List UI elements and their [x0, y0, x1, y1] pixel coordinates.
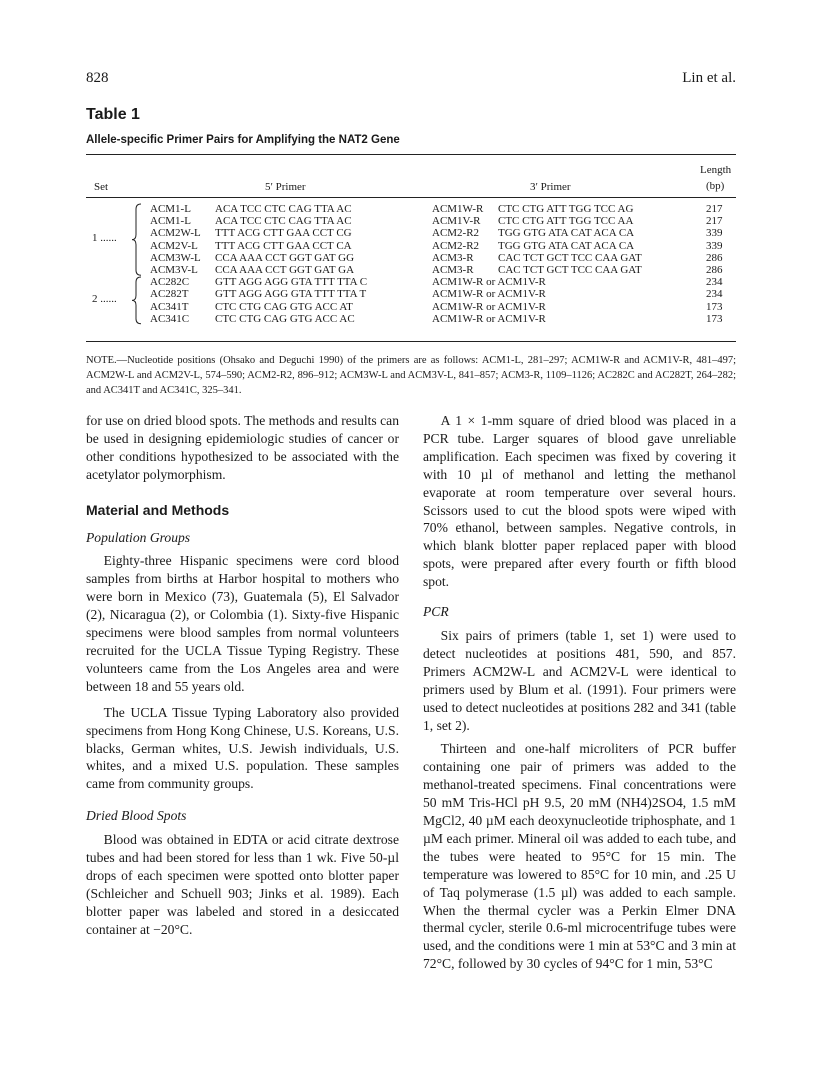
paragraph-dried-blood: Blood was obtained in EDTA or acid citrate dextrose tubes and had been stored for less than 1 wk. Five 50-µl drops of each specimen were spotted onto blotter paper (Schleicher and Schuell 903; Jinks et al. 1989). Each blotter paper was labeled and stored in a desiccated container at −20°C.: [86, 832, 399, 937]
primer-5-name: AC282C: [150, 276, 190, 289]
product-length: 234: [706, 276, 723, 289]
primer-5-name: ACM2V-L: [150, 239, 198, 252]
intro-paragraph: for use on dried blood spots. The methods and results can be used in designing epidemiologic studies of cancer or other conditions hypothesized to be associated with the acetylator polymorphism.: [86, 413, 399, 482]
col-header-set: Set: [94, 181, 109, 193]
product-length: 339: [706, 227, 723, 240]
table-bottom-rule: [86, 341, 736, 342]
set-brace-icon: [131, 203, 143, 276]
primer-5-sequence: GTT AGG AGG GTA TTT TTA T: [215, 288, 367, 301]
primer-5-name: ACM2W-L: [150, 227, 201, 240]
set-label: 1 ......: [92, 231, 117, 244]
col-header-length-unit: (bp): [706, 180, 725, 192]
page-number: 828: [86, 70, 109, 86]
running-head: Lin et al.: [682, 70, 736, 86]
left-column: [86, 412, 399, 939]
primer-3-name: ACM1V-R: [432, 215, 481, 228]
set-label: 2 ......: [92, 292, 117, 305]
subsection-pcr: PCR: [423, 604, 449, 620]
primer-5-name: ACM1-L: [150, 215, 191, 228]
set-brace-icon: [131, 276, 143, 325]
primer-3-sequence: CTC CTG ATT TGG TCC AG: [498, 203, 634, 215]
paragraph-population-2: The UCLA Tissue Typing Laboratory also provided specimens from Hong Kong Chinese, U.S. Koreans, U.S. blacks, German whites, U.S. Jewish individuals, U.S. whites, and a mixed U.S. population. These samples came from community groups.: [86, 704, 399, 792]
primer-5-sequence: CCA AAA CCT GGT GAT GA: [215, 264, 355, 276]
paragraph-primers: Six pairs of primers (table 1, set 1) were used to detect nucleotides at positions 481, 590, and 857. Primers ACM2W-L and ACM2V-L were identical to primers used by Blum et al. (1991). Four primers were used to detect nucleotides at positions 282 and 341 (table 1, set 2).: [423, 627, 736, 733]
primer-3-name: ACM3-R: [432, 251, 474, 264]
product-length: 173: [706, 300, 723, 313]
product-length: 217: [706, 203, 723, 215]
table-caption: Allele-specific Primer Pairs for Amplifying the NAT2 Gene: [86, 134, 400, 146]
primer-3-name: ACM3-R: [432, 264, 474, 276]
subsection-population-groups: Population Groups: [86, 529, 191, 545]
section-heading: Material and Methods: [86, 501, 230, 518]
table-note: NOTE.—Nucleotide positions (Ohsako and Deguchi 1990) of the primers are as follows: ACM1-L, 281–297; ACM1W-R and ACM1V-R, 481–497; ACM2W-L and ACM2V-L, 574–590; ACM2-R2, 896–912; ACM3W-L and ACM3V-L, 841–857; ACM3-R, 1109–1126; AC282C and AC282T, 264–282; and AC341T and AC341C, 325–341.: [86, 355, 736, 396]
table-label: Table 1: [86, 106, 140, 123]
primer-5-sequence: ACA TCC CTC CAG TTA AC: [215, 203, 352, 215]
product-length: 234: [706, 288, 723, 301]
primer-3-name: ACM2-R2: [432, 227, 480, 240]
product-length: 217: [706, 215, 723, 228]
paragraph-pcr-conditions: Thirteen and one-half microliters of PCR buffer containing one pair of primers was added to the methanol-treated specimens. Final concentrations were 50 mM Tris-HCl pH 9.5, 20 mM (NH4)2SO4, 1.5 mM MgCl2, 40 µM each deoxynucleotide triphosphate, and 1 µM each primer. Mineral oil was added to each tube, and the tubes were heated to 95°C for 15 min. The temperature was lowered to 85°C for 10 min, and .25 U of Taq polymerase (1.5 µl) was added to each sample. When the thermal cycler was a Perkin Elmer DNA thermal cycler, sterile 0.6-ml microcentrifuge tubes were used, and the conditions were 1 min at 53°C and 3 min at 72°C, followed by 30 cycles of 94°C for 1 min, 53°C: [423, 741, 736, 972]
primer-5-sequence: CTC CTG CAG GTG ACC AC: [215, 312, 355, 325]
primer-3-name: ACM1W-R: [432, 203, 484, 215]
primer-5-name: AC341C: [150, 312, 190, 325]
product-length: 286: [706, 251, 723, 264]
primer-5-name: ACM3W-L: [150, 251, 201, 264]
product-length: 286: [706, 264, 723, 276]
primer-3-name: ACM1W-R or ACM1V-R: [432, 312, 546, 325]
primer-5-name: AC282T: [150, 288, 189, 301]
primer-3-name: ACM1W-R or ACM1V-R: [432, 300, 546, 313]
primer-3-name: ACM1W-R or ACM1V-R: [432, 288, 546, 301]
col-header-3prime: 3′ Primer: [530, 181, 571, 193]
paragraph-blood-square: A 1 × 1-mm square of dried blood was placed in a PCR tube. Larger squares of blood gave unreliable amplification. Each specimen was fixed by covering it with 10 µl of methanol and letting the methanol evaporate at room temperature over several hours. Scissors used to cut the blood spots were wiped with 70% ethanol, between samples. Negative controls, in which blank blotter paper replaced paper with blood spots, were prepared after every fourth or fifth blood spot.: [423, 413, 736, 590]
right-column: [423, 412, 736, 973]
col-header-length: Length: [700, 164, 732, 176]
primer-3-sequence: TGG GTG ATA CAT ACA CA: [498, 239, 635, 252]
table-header-rule: [86, 197, 736, 198]
primer-5-sequence: CTC CTG CAG GTG ACC AT: [215, 300, 353, 313]
product-length: 339: [706, 239, 723, 252]
primer-3-sequence: CAC TCT GCT TCC CAA GAT: [498, 251, 642, 264]
primer-5-sequence: TTT ACG CTT GAA CCT CG: [215, 227, 352, 240]
table-top-rule: [86, 154, 736, 155]
primer-5-sequence: GTT AGG AGG GTA TTT TTA C: [215, 276, 368, 289]
product-length: 173: [706, 312, 723, 325]
primer-3-sequence: CAC TCT GCT TCC CAA GAT: [498, 264, 642, 276]
primer-5-sequence: CCA AAA CCT GGT GAT GG: [215, 251, 355, 264]
primer-3-name: ACM1W-R or ACM1V-R: [432, 276, 546, 289]
paragraph-population-1: Eighty-three Hispanic specimens were cord blood samples from births at Harbor hospital to mothers who were born in Mexico (73), Guatemala (5), El Salvador (2), Nicaragua (2), or Colombia (1). Sixty-five Hispanic specimens were blood samples from normal volunteers recruited for the UCLA Tissue Typing Registry. These volunteers came from the Los Angeles area and were between 18 and 55 years old.: [86, 553, 399, 694]
col-header-5prime: 5′ Primer: [265, 181, 306, 193]
primer-5-name: ACM3V-L: [150, 264, 198, 276]
primer-5-sequence: TTT ACG CTT GAA CCT CA: [215, 239, 352, 252]
primer-3-sequence: CTC CTG ATT TGG TCC AA: [498, 215, 634, 228]
primer-3-name: ACM2-R2: [432, 239, 480, 252]
primer-5-sequence: ACA TCC CTC CAG TTA AC: [215, 215, 352, 228]
primer-3-sequence: TGG GTG ATA CAT ACA CA: [498, 227, 635, 240]
primer-5-name: ACM1-L: [150, 203, 191, 215]
primer-5-name: AC341T: [150, 300, 189, 313]
subsection-dried-blood-spots: Dried Blood Spots: [86, 808, 187, 824]
